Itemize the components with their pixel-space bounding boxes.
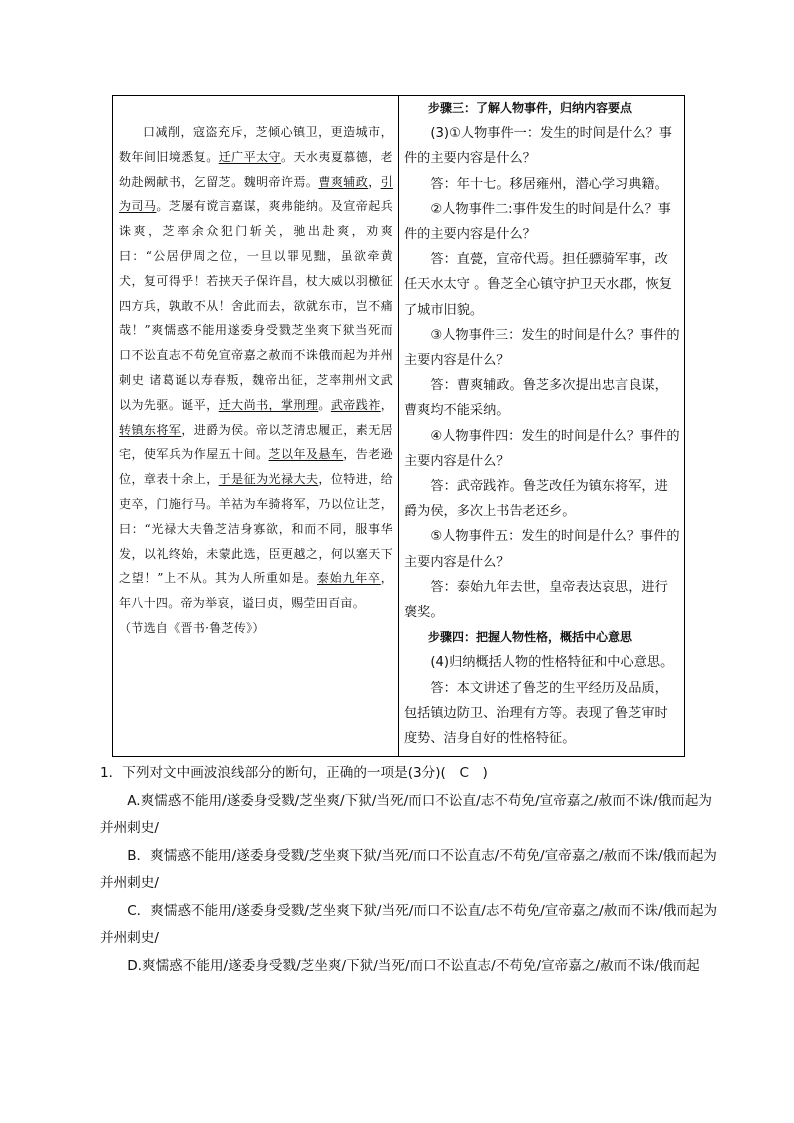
passage-segment: ， (368, 174, 381, 189)
guide-paragraph: ④人物事件四：发生的时间是什么？事件的主要内容是什么？ (404, 428, 680, 469)
passage-segment: 口减削，寇盗充斥，芝倾心镇卫，更造城市，数年间旧境悉复。 (119, 125, 393, 164)
guide-paragraph: ③人物事件三：发生的时间是什么？事件的主要内容是什么？ (404, 327, 680, 369)
guide-paragraph: ②人物事件二:事件发生的时间是什么？事件的主要内容是什么？ (404, 201, 671, 243)
underlined-phrase: 于是征为光禄大夫 (218, 472, 319, 487)
passage-text (119, 120, 393, 616)
passage-segment: 。天水夷夏慕德，老幼赴阙献书，乞留芝。魏明帝许焉。 (119, 149, 393, 189)
guide-answer: 答：曹爽辅政。鲁芝多次提出忠言良谋，曹爽均不能采纳。 (404, 378, 668, 419)
passage-segment: ，年八十四。帝为举哀，谥曰贞，赐茔田百亩。 (119, 571, 393, 611)
guide-answer: 答：本文讲述了鲁芝的生平经历及品质，包括镇边防卫、治理有方等。表现了鲁芝审时度势、洁身自好的性格特征。 (404, 680, 668, 747)
passage-segment: 。芝屡有谠言嘉谋，爽弗能纳。及宣帝起兵诛爽，芝率余众犯门斩关，驰出赴爽，劝爽曰：“公居伊周之位，一旦以罪见黜，虽欲牵黄犬，复可得乎！若挟天子保许昌，杖大威以羽檄征四方兵，孰敢不从！舍此而去，欲就东市，岂不痛哉！”爽懦惑不能用遂委身受戮芝坐爽下狱当死而口不讼直志不苟免宣帝嘉之赦而不诛俄而起为并州刺史 诸葛诞以寿春叛，魏帝出征，芝率荆州文武以为先驱。诞平， (119, 199, 393, 412)
guide-paragraph: (3)①人物事件一：发生的时间是什么？事件的主要内容是什么？ (404, 126, 672, 167)
question-block (100, 760, 725, 980)
underlined-phrase: 引为司马 (119, 174, 393, 214)
guide-column (404, 96, 680, 751)
underlined-phrase: 芝以年及悬车 (268, 447, 344, 462)
passage-segment: ，告老逊位，章表十余上， (119, 447, 393, 487)
question-stem: 1．下列对文中画波浪线部分的断句，正确的一项是(3分)( C ) (100, 765, 488, 781)
guide-step-heading: 步骤三：了解人物事件，归纳内容要点 (428, 101, 633, 115)
passage-segment: ，进爵为侯。帝以芝清忠履正，素无居宅，使军兵为作屋五十间。 (119, 422, 393, 462)
passage-segment: ， (380, 397, 393, 412)
underlined-phrase: 转镇东将军 (119, 422, 182, 437)
passage-segment: ，位特进，给吏卒，门施行马。羊祜为车骑将军，乃以位让芝，曰：“光禄大夫鲁芝洁身寡欲，和而不同，服事华发，以礼终始，未蒙此选，臣更越之，何以塞天下之望！”上不从。其为人所重如是。 (119, 472, 393, 586)
guide-answer: 答：武帝践祚。鲁芝改任为镇东将军，进爵为侯，多次上书告老还乡。 (404, 479, 668, 520)
option-d: D.爽懦惑不能用/遂委身受戮/芝坐爽/下狱/当死/而口不讼直志/不苟免/宣帝嘉之/赦而不诛/俄而起 (127, 957, 700, 974)
table-divider (398, 96, 399, 756)
guide-answer: 答：年十七。移居雍州，潜心学习典籍。 (430, 176, 668, 192)
passage-segment: 。 (318, 397, 331, 412)
guide-paragraph: ⑤人物事件五：发生的时间是什么？事件的主要内容是什么？ (404, 529, 680, 570)
underlined-phrase: 迁广平太守 (218, 149, 281, 164)
passage-table (112, 95, 685, 757)
underlined-phrase: 曹爽辅政 (318, 174, 369, 189)
underlined-phrase: 泰始九年卒 (316, 571, 381, 586)
passage-source: （节选自《晋书·鲁芝传》） (119, 620, 265, 635)
underlined-phrase: 迁大尚书，掌刑理 (218, 397, 319, 412)
option-c: C．爽懦惑不能用/遂委身受戮/芝坐爽下狱/当死/而口不讼直/志不苟免/宣帝嘉之/赦而不诛/俄而起为并州刺史/ (100, 902, 718, 946)
option-b: B．爽懦惑不能用/遂委身受戮/芝坐爽下狱/当死/而口不讼直志/不苟免/宣帝嘉之/赦而不诛/俄而起为并州刺史/ (100, 847, 717, 891)
passage-column (119, 120, 393, 641)
guide-step-heading: 步骤四：把握人物性格，概括中心意思 (428, 630, 633, 645)
guide-answer: 答：直甍，宣帝代焉。担任骠骑军事，改任天水太守 。鲁芝全心镇守护卫天水郡，恢复了城市旧貌。 (404, 252, 672, 318)
option-a: A.爽懦惑不能用/遂委身受戮/芝坐爽/下狱/当死/而口不讼直/志不苟免/宣帝嘉之/赦而不诛/俄而起为并州刺史/ (100, 792, 712, 836)
guide-paragraph: (4)归纳概括人物的性格特征和中心意思。 (430, 655, 674, 671)
underlined-phrase: 武帝践祚 (330, 397, 381, 412)
guide-answer: 答：泰始九年去世，皇帝表达哀思，进行褒奖。 (404, 579, 668, 621)
